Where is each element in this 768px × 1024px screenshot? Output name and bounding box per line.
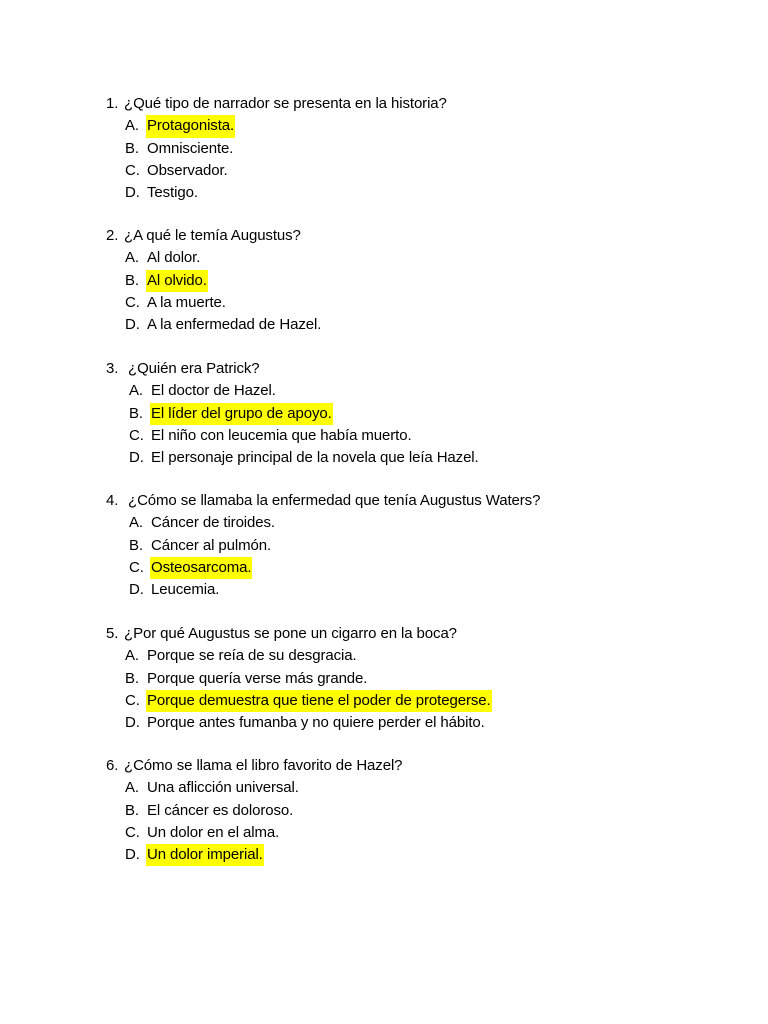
answer-option [106, 557, 746, 579]
highlighted-answer: Al olvido. [146, 270, 208, 292]
question-number: 6. [106, 757, 119, 774]
question-number: 3. [106, 360, 119, 377]
option-letter: C. [125, 161, 140, 179]
answer-option [106, 138, 746, 160]
highlighted-answer: Porque demuestra que tiene el poder de protegerse. [146, 690, 492, 712]
question-4 [106, 490, 746, 601]
question-number: 1. [106, 95, 119, 112]
answer-option [106, 712, 746, 734]
option-letter: A. [125, 117, 139, 135]
question-5 [106, 623, 746, 734]
option-letter: D. [129, 581, 144, 599]
answer-option [106, 160, 746, 182]
option-text: Cáncer de tiroides. [151, 514, 275, 532]
option-text: Observador. [147, 161, 228, 179]
question-text: ¿Quién era Patrick? [128, 360, 260, 377]
question-1 [106, 93, 746, 204]
question-line [106, 490, 746, 512]
question-3 [106, 358, 746, 469]
option-letter: B. [129, 404, 143, 422]
question-text: ¿A qué le temía Augustus? [124, 227, 301, 244]
option-letter: C. [125, 293, 140, 311]
answer-option [106, 403, 746, 425]
option-text: Omnisciente. [147, 139, 234, 157]
question-text: ¿Por qué Augustus se pone un cigarro en la boca? [124, 625, 457, 642]
option-letter: C. [125, 691, 140, 709]
question-2 [106, 225, 746, 336]
question-6 [106, 755, 746, 866]
answer-option [106, 270, 746, 292]
answer-option [106, 247, 746, 269]
option-letter: A. [125, 779, 139, 797]
answer-option [106, 447, 746, 469]
question-line [106, 623, 746, 645]
option-letter: A. [129, 514, 143, 532]
answer-option [106, 777, 746, 799]
option-letter: C. [129, 558, 144, 576]
question-line [106, 358, 746, 380]
answer-option [106, 512, 746, 534]
question-text: ¿Cómo se llama el libro favorito de Hazel? [124, 757, 403, 774]
option-letter: D. [125, 846, 140, 864]
answer-option [106, 800, 746, 822]
answer-option [106, 425, 746, 447]
option-text: Al dolor. [147, 249, 201, 267]
option-letter: C. [129, 426, 144, 444]
option-letter: B. [125, 139, 139, 157]
option-letter: A. [125, 647, 139, 665]
question-text: ¿Cómo se llamaba la enfermedad que tenía Augustus Waters? [128, 492, 541, 509]
option-letter: B. [125, 669, 139, 687]
answer-option [106, 314, 746, 336]
option-text: Porque se reía de su desgracia. [147, 647, 357, 665]
question-number: 2. [106, 227, 119, 244]
answer-option [106, 182, 746, 204]
option-text: El niño con leucemia que había muerto. [151, 426, 412, 444]
option-letter: C. [125, 823, 140, 841]
answer-option [106, 115, 746, 137]
highlighted-answer: Osteosarcoma. [150, 557, 252, 579]
question-number: 4. [106, 492, 119, 509]
question-line [106, 755, 746, 777]
question-number: 5. [106, 625, 119, 642]
highlighted-answer: Protagonista. [146, 115, 235, 137]
answer-option [106, 579, 746, 601]
option-letter: D. [125, 184, 140, 202]
answer-option [106, 645, 746, 667]
option-text: Porque quería verse más grande. [147, 669, 368, 687]
option-text: A la enfermedad de Hazel. [147, 316, 322, 334]
question-line [106, 225, 746, 247]
answer-option [106, 690, 746, 712]
option-text: El personaje principal de la novela que leía Hazel. [151, 449, 479, 467]
question-text: ¿Qué tipo de narrador se presenta en la historia? [124, 95, 447, 112]
option-letter: A. [125, 249, 139, 267]
option-letter: D. [125, 714, 140, 732]
option-text: El cáncer es doloroso. [147, 801, 294, 819]
answer-option [106, 380, 746, 402]
option-text: Cáncer al pulmón. [151, 536, 272, 554]
option-text: Testigo. [147, 184, 198, 202]
option-letter: B. [129, 536, 143, 554]
highlighted-answer: El líder del grupo de apoyo. [150, 403, 333, 425]
answer-option [106, 292, 746, 314]
option-text: El doctor de Hazel. [151, 382, 276, 400]
answer-option [106, 535, 746, 557]
option-text: Un dolor en el alma. [147, 823, 280, 841]
answer-option [106, 822, 746, 844]
option-text: A la muerte. [147, 293, 226, 311]
option-letter: A. [129, 382, 143, 400]
answer-option [106, 844, 746, 866]
answer-option [106, 668, 746, 690]
option-letter: D. [125, 316, 140, 334]
option-letter: B. [125, 271, 139, 289]
option-text: Porque antes fumanba y no quiere perder el hábito. [147, 714, 485, 732]
question-line [106, 93, 746, 115]
option-text: Leucemia. [151, 581, 220, 599]
option-letter: D. [129, 449, 144, 467]
highlighted-answer: Un dolor imperial. [146, 844, 264, 866]
option-text: Una aflicción universal. [147, 779, 299, 797]
option-letter: B. [125, 801, 139, 819]
